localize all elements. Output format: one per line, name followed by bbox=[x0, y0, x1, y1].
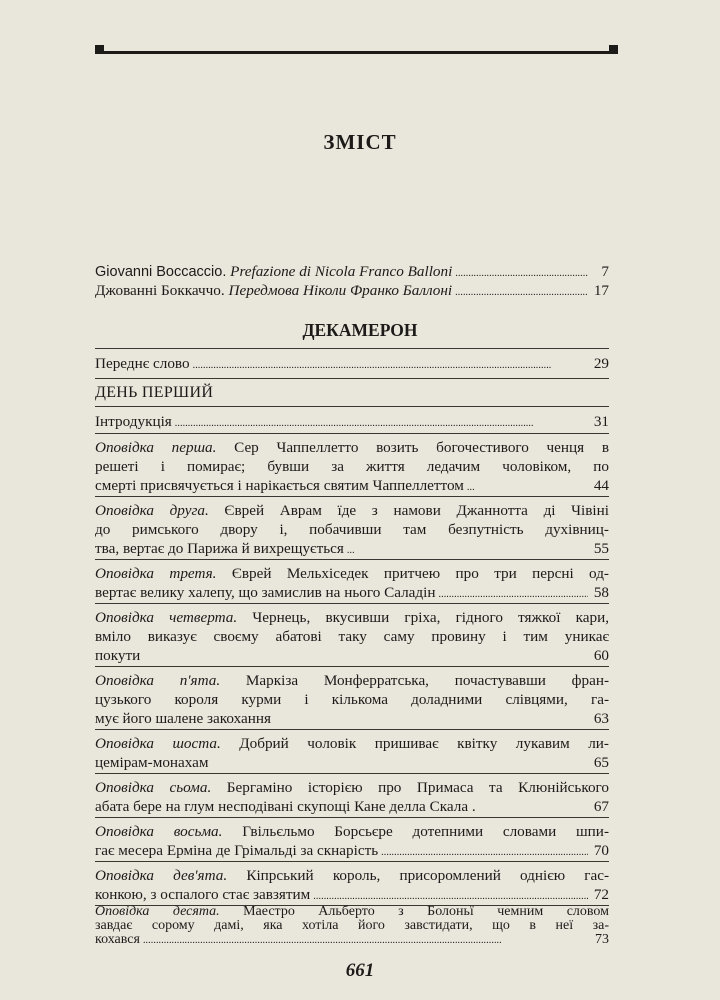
story-line: завдає сорому дамі, яка хотіла його завстидати, що в неї за- bbox=[95, 918, 609, 933]
divider bbox=[95, 666, 609, 667]
divider bbox=[95, 559, 609, 560]
story-line: Бергаміно історією про Примаса та Клюнійського bbox=[226, 779, 609, 796]
toc-entry-story bbox=[95, 438, 609, 497]
dot-leader bbox=[175, 412, 588, 433]
entry-page: 73 bbox=[595, 932, 609, 947]
story-name: Оповідка четверта. bbox=[95, 609, 238, 626]
entry-page: 65 bbox=[593, 754, 609, 771]
entry-title: Prefazione di Nicola Franco Balloni bbox=[230, 263, 453, 280]
toc-entry-intro bbox=[95, 412, 609, 433]
story-name: Оповідка десята. bbox=[95, 904, 220, 919]
dot-leader bbox=[313, 885, 588, 906]
story-line: абата бере на глум несподівані скупощі Кане делла Скала bbox=[95, 798, 469, 815]
entry-page: 67 bbox=[593, 798, 609, 815]
page-title: ЗМІСТ bbox=[323, 130, 397, 154]
dot-leader bbox=[381, 841, 588, 862]
story-line: Маестро Альберто з Болоньї чемним словом bbox=[243, 904, 610, 919]
dot-leader bbox=[347, 539, 355, 560]
story-name: Оповідка перша. bbox=[95, 439, 217, 456]
story-line: Сер Чаппеллетто возить богочестивого ченця в bbox=[234, 439, 610, 456]
entry-page: 17 bbox=[593, 282, 609, 299]
dot-leader bbox=[439, 583, 589, 604]
toc-entry-story bbox=[95, 564, 609, 604]
entry-page: 70 bbox=[593, 842, 609, 859]
story-line: Гвільєльмо Борсьєре дотепними словами шпи- bbox=[242, 823, 609, 840]
toc-entry-story bbox=[95, 866, 609, 906]
story-line: вертає велику халепу, що замислив на нього Саладін bbox=[95, 584, 436, 601]
entry-page: 44 bbox=[593, 477, 609, 494]
ornament-square-right bbox=[609, 45, 618, 54]
story-line: конкою, з оспалого стає завзятим bbox=[95, 886, 311, 903]
header-rule bbox=[100, 51, 613, 54]
entry-page: 7 bbox=[601, 263, 609, 280]
story-line: гає месера Ерміна де Грімальді за скнарість bbox=[95, 842, 379, 859]
entry-page: 31 bbox=[593, 413, 609, 430]
toc-entry-story: Оповідка сьома. Бергаміно історією про Примаса та Клюнійського абата бере на глум несподівані скупощі Кане делла Скала . 67 bbox=[95, 779, 609, 815]
toc-entry-story bbox=[95, 501, 609, 560]
divider bbox=[95, 773, 609, 774]
divider bbox=[95, 496, 609, 497]
dot-leader bbox=[193, 354, 588, 375]
entry-title: Переднє слово bbox=[95, 355, 190, 372]
entry-page: 29 bbox=[593, 355, 609, 372]
toc-entry-foreword bbox=[95, 354, 609, 375]
dot-leader bbox=[467, 476, 475, 497]
dot-leader bbox=[455, 262, 588, 283]
story-line: Добрий чоловік пришиває квітку лукавим ли- bbox=[239, 735, 609, 752]
story-name: Оповідка шоста. bbox=[95, 735, 221, 752]
story-line: смерті присвячується і нарікається святим Чаппеллеттом bbox=[95, 477, 464, 494]
entry-page: 60 bbox=[593, 647, 609, 664]
story-name: Оповідка п'ята. bbox=[95, 672, 221, 689]
story-name: Оповідка сьома. bbox=[95, 779, 212, 796]
entry-title: Передмова Ніколи Франко Баллоні bbox=[228, 282, 453, 299]
story-line: кохався bbox=[95, 932, 140, 947]
story-line: тва, вертає до Парижа й вихрещується bbox=[95, 540, 344, 557]
story-line: мує його шалене закохання bbox=[95, 710, 271, 727]
toc-entry-preface-uk bbox=[95, 281, 609, 302]
story-line: цузького короля курми і кількома доладними слівцями, га- bbox=[95, 691, 609, 708]
divider bbox=[95, 406, 609, 407]
story-name: Оповідка третя. bbox=[95, 565, 217, 582]
toc-entry-preface-it bbox=[95, 262, 609, 283]
day-title: ДЕНЬ ПЕРШИЙ bbox=[95, 384, 214, 401]
story-line: Чернець, вкусивши гріха, гідного тяжкої кари, bbox=[252, 609, 610, 626]
toc-entry-story bbox=[95, 905, 609, 948]
divider bbox=[95, 378, 609, 379]
story-name: Оповідка друга. bbox=[95, 502, 209, 519]
entry-page: 58 bbox=[593, 584, 609, 601]
page-number: 661 bbox=[345, 960, 375, 981]
story-line: до римського двору і, побачивши там безпутність духівниц- bbox=[95, 521, 609, 538]
divider bbox=[95, 433, 609, 434]
story-line: Маркіза Монферратська, почастувавши фран- bbox=[245, 672, 610, 689]
entry-page: 72 bbox=[593, 886, 609, 903]
story-line: цемірам-монахам bbox=[95, 754, 209, 771]
divider bbox=[95, 603, 609, 604]
story-line: Єврей Мельхіседек притчею про три персні од- bbox=[231, 565, 609, 582]
divider bbox=[95, 817, 609, 818]
entry-page: 55 bbox=[593, 540, 609, 557]
entry-title: Інтродукція bbox=[95, 413, 172, 430]
dot-leader bbox=[143, 933, 588, 948]
story-line: Єврей Аврам їде з намови Джаннотта ді Чівіні bbox=[224, 502, 610, 519]
entry-page: 63 bbox=[593, 710, 609, 727]
story-name: Оповідка восьма. bbox=[95, 823, 223, 840]
story-name: Оповідка дев'ята. bbox=[95, 867, 228, 884]
toc-entry-story bbox=[95, 671, 609, 728]
toc-entry-story bbox=[95, 822, 609, 862]
toc-entry-story bbox=[95, 734, 609, 772]
dot-leader bbox=[455, 281, 588, 302]
story-line: Кіпрський король, присоромлений однією гас- bbox=[246, 867, 609, 884]
entry-author: Giovanni Boccaccio. bbox=[95, 264, 227, 280]
story-line: решеті і помирає; бувши за життя ледачим чоловіком, по bbox=[95, 458, 609, 475]
entry-author: Джованні Боккаччо. bbox=[95, 282, 225, 299]
divider bbox=[95, 861, 609, 862]
story-line: покути bbox=[95, 647, 141, 664]
divider bbox=[95, 348, 609, 349]
toc-entry-story bbox=[95, 608, 609, 665]
section-title: ДЕКАМЕРОН bbox=[302, 320, 418, 340]
divider bbox=[95, 729, 609, 730]
story-line: вміло виказує своєму абатові таку саму провину і тим уникає bbox=[95, 628, 609, 645]
